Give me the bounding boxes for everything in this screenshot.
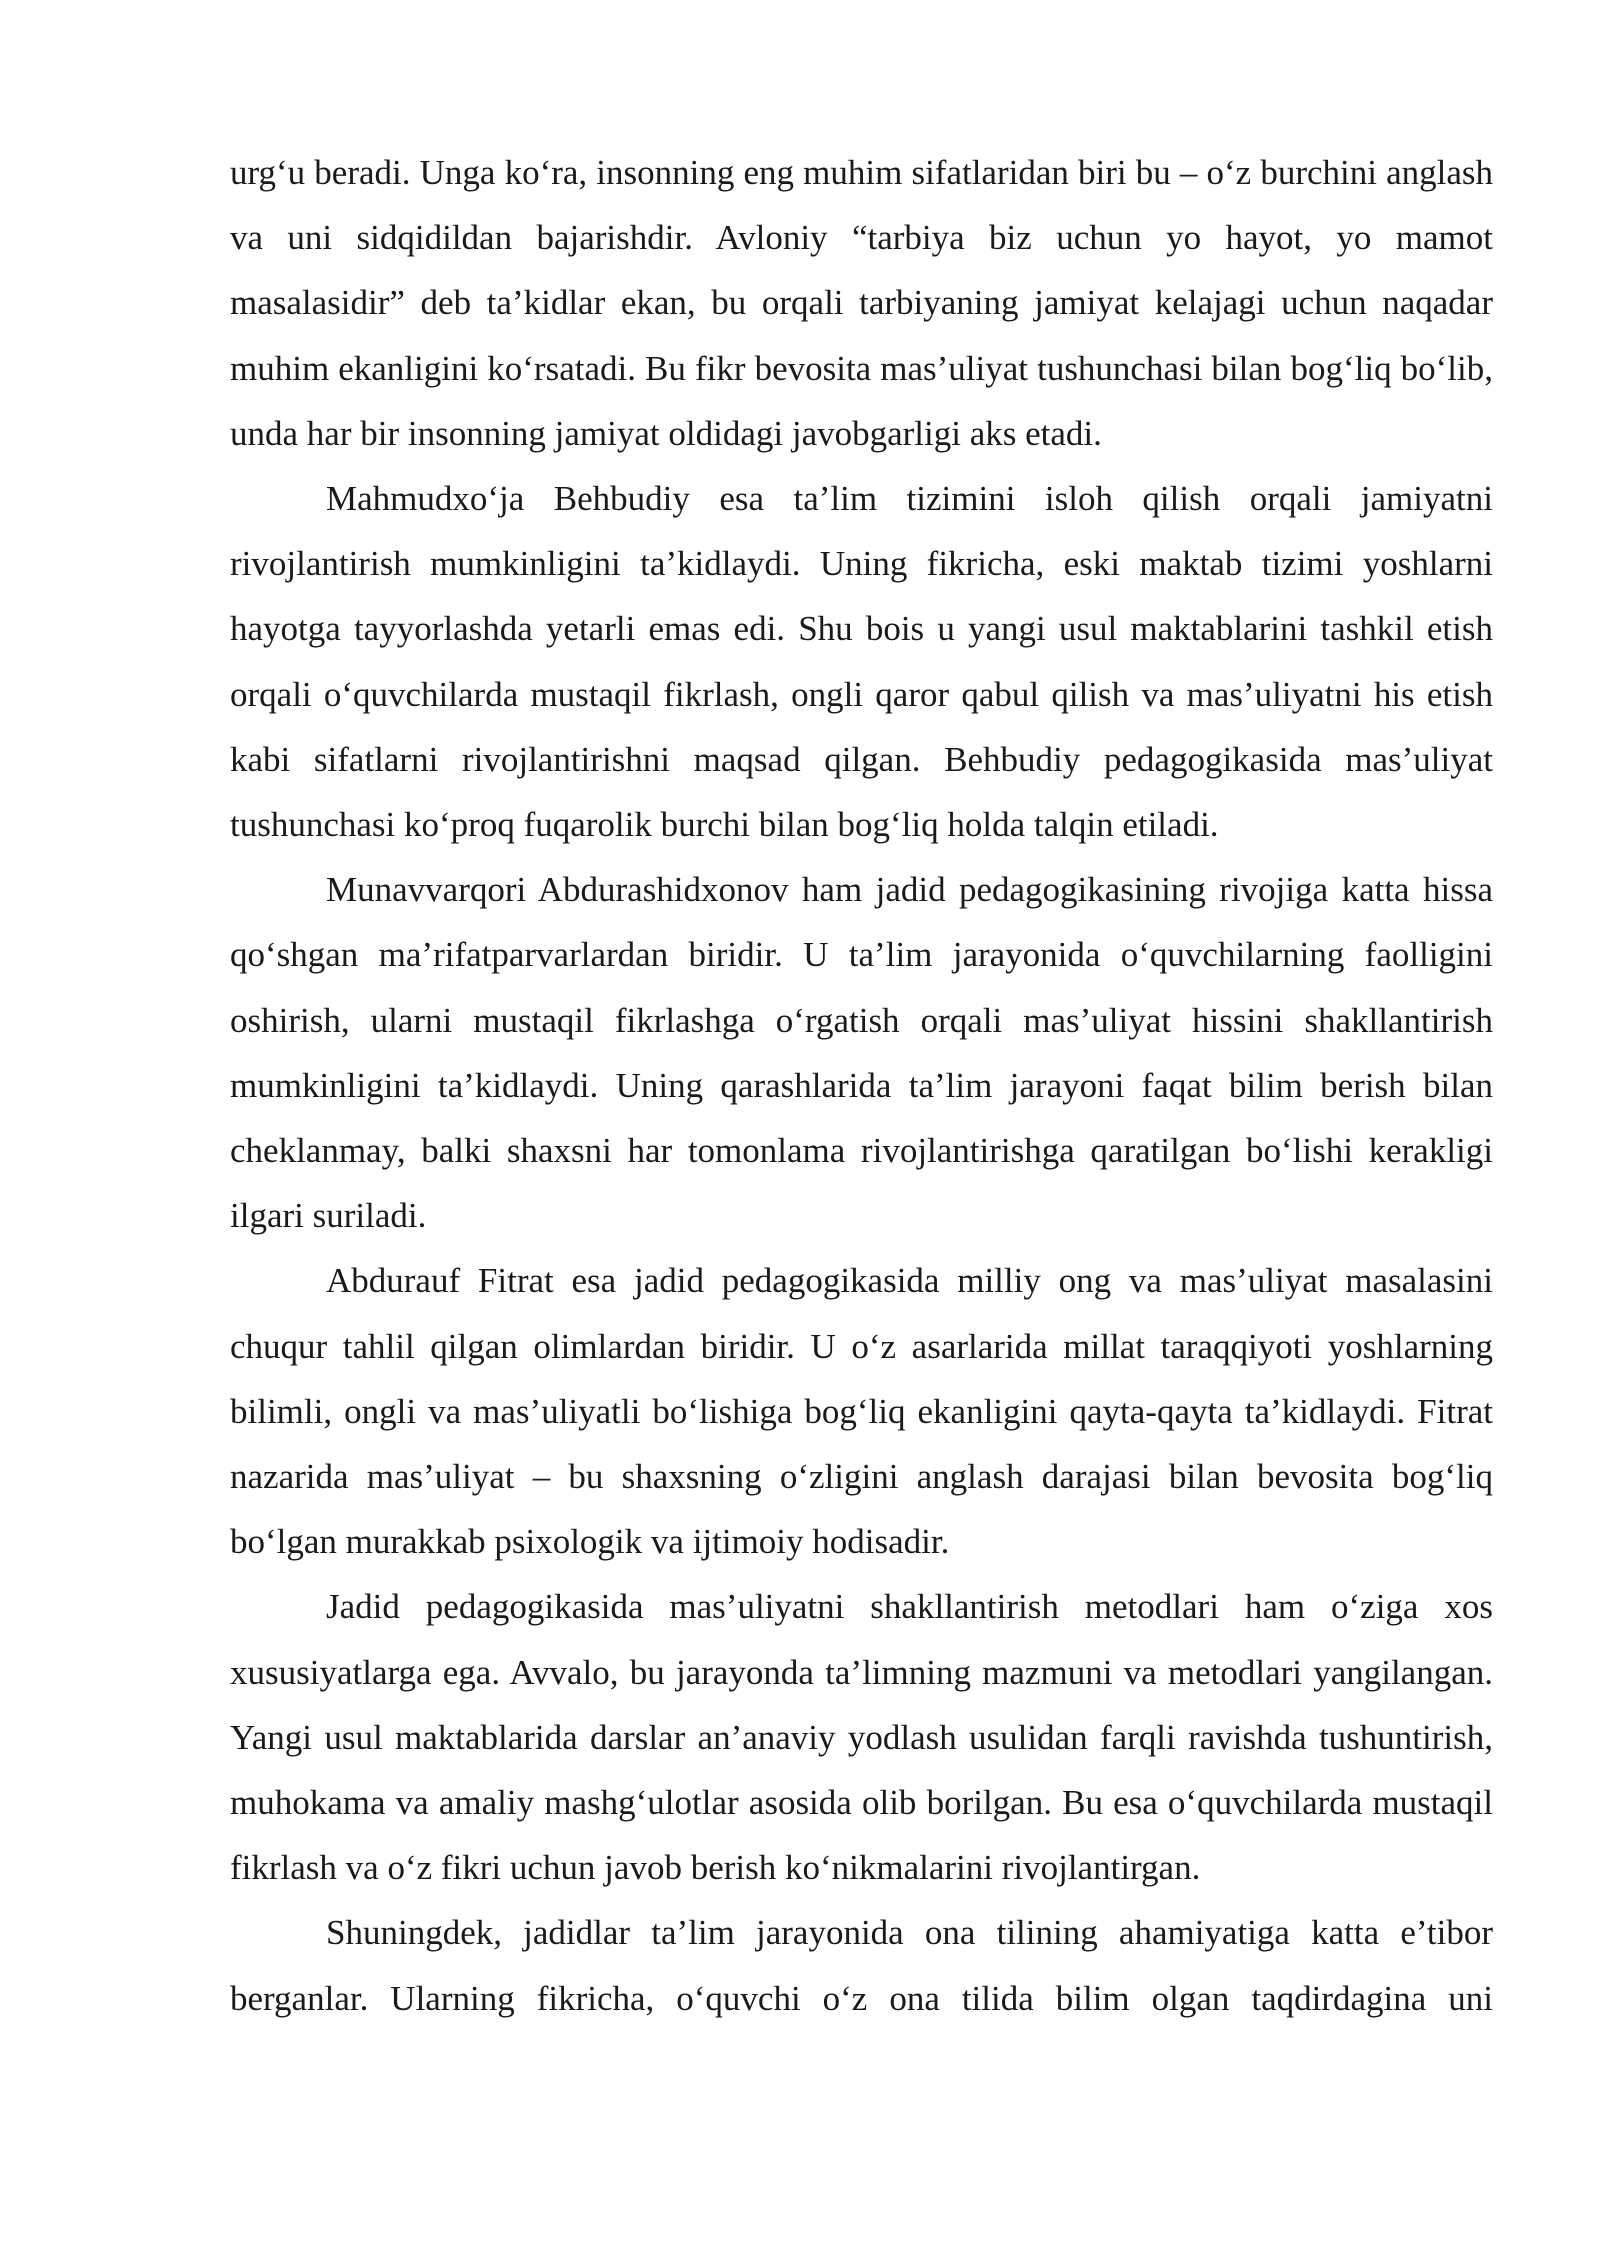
paragraph-3: Munavvarqori Abdurashidxonov ham jadid pedagogikasining rivojiga katta hissa qo‘shgan ma’rifatparvarlardan biridir. U ta’lim jarayonida o‘quvchilarning faolligini oshirish, ularni mustaqil fikrlashga o‘rgatish orqali mas’uliyat hissini shakllantirish mumkinligini ta’kidlaydi. Uning qarashlarida ta’lim jarayoni faqat bilim berish bilan cheklanmay, balki shaxsni har tomonlama rivojlantirishga qaratilgan bo‘lishi kerakligi ilgari suriladi.	[230, 870, 1493, 1236]
paragraph-4: Abdurauf Fitrat esa jadid pedagogikasida milliy ong va mas’uliyat masalasini chuqur tahlil qilgan olimlardan biridir. U o‘z asarlarida millat taraqqiyoti yoshlarning bilimli, ongli va mas’uliyatli bo‘lishiga bog‘liq ekanligini qayta-qayta ta’kidlaydi. Fitrat nazarida mas’uliyat – bu shaxsning o‘zligini anglash darajasi bilan bevosita bog‘liq bo‘lgan murakkab psixologik va ijtimoiy hodisadir.	[230, 1261, 1493, 1562]
paragraph-6: Shuningdek, jadidlar ta’lim jarayonida ona tilining ahamiyatiga katta e’tibor berganlar. Ularning fikricha, o‘quvchi o‘z ona tilida bilim olgan taqdirdagina uni	[230, 1913, 1493, 2018]
paragraph-5: Jadid pedagogikasida mas’uliyatni shakllantirish metodlari ham o‘ziga xos xususiyatlarga ega. Avvalo, bu jarayonda ta’limning mazmuni va metodlari yangilangan. Yangi usul maktablarida darslar an’anaviy yodlash usulidan farqli ravishda tushuntirish, muhokama va amaliy mashg‘ulotlar asosida olib borilgan. Bu esa o‘quvchilarda mustaqil fikrlash va o‘z fikri uchun javob berish ko‘nikmalarini rivojlantirgan.	[230, 1587, 1493, 1888]
paragraph-1: urg‘u beradi. Unga ko‘ra, insonning eng muhim sifatlaridan biri bu – o‘z burchini anglash va uni sidqidildan bajarishdir. Avloniy “tarbiya biz uchun yo hayot, yo mamot masalasidir” deb ta’kidlar ekan, bu orqali tarbiyaning jamiyat kelajagi uchun naqadar muhim ekanligini ko‘rsatadi. Bu fikr bevosita mas’uliyat tushunchasi bilan bog‘liq bo‘lib, unda har bir insonning jamiyat oldidagi javobgarligi aks etadi.	[230, 153, 1493, 453]
document-body	[230, 140, 1493, 2031]
paragraph-2: Mahmudxo‘ja Behbudiy esa ta’lim tizimini isloh qilish orqali jamiyatni rivojlantirish mumkinligini ta’kidlaydi. Uning fikricha, eski maktab tizimi yoshlarni hayotga tayyorlashda yetarli emas edi. Shu bois u yangi usul maktablarini tashkil etish orqali o‘quvchilarda mustaqil fikrlash, ongli qaror qabul qilish va mas’uliyatni his etish kabi sifatlarni rivojlantirishni maqsad qilgan. Behbudiy pedagogikasida mas’uliyat tushunchasi ko‘proq fuqarolik burchi bilan bog‘liq holda talqin etiladi.	[230, 479, 1493, 845]
